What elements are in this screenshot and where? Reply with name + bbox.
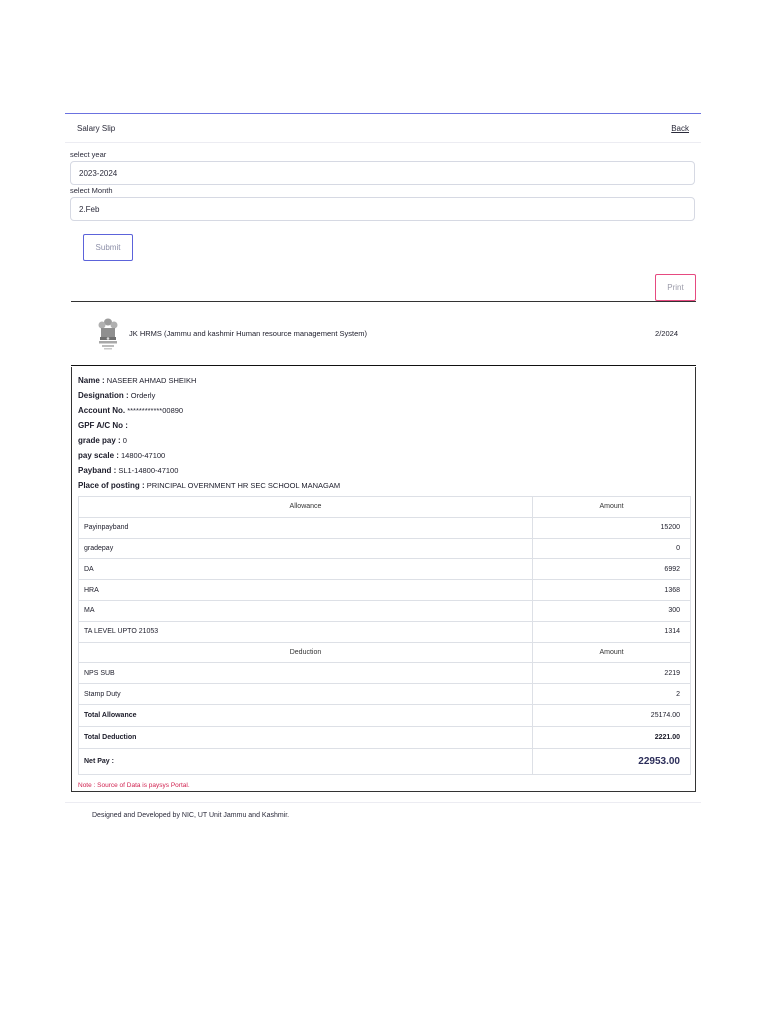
- card-header: [65, 113, 701, 143]
- slip-period: 2/2024: [655, 329, 678, 338]
- table-row: TA LEVEL UPTO 21053 1314: [79, 621, 691, 642]
- total-allowance-row: Total Allowance 25174.00: [79, 704, 691, 726]
- back-link[interactable]: Back: [671, 123, 689, 133]
- info-line: Place of posting : PRINCIPAL OVERNMENT HR SEC SCHOOL MANAGAM: [78, 481, 341, 490]
- slip-header: [71, 301, 696, 366]
- info-line: Payband : SL1-14800-47100: [78, 466, 179, 475]
- amount-header: Amount: [533, 642, 691, 663]
- deduction-header: Deduction: [79, 642, 533, 663]
- table-row: HRA 1368: [79, 580, 691, 601]
- total-deduction-row: Total Deduction 2221.00: [79, 726, 691, 748]
- slip-body: [71, 367, 696, 792]
- table-row: DA 6992: [79, 559, 691, 580]
- table-row: Stamp Duty 2: [79, 684, 691, 705]
- page-title: Salary Slip: [77, 123, 116, 133]
- net-pay-row: Net Pay : 22953.00: [79, 748, 691, 774]
- month-select[interactable]: 2.Feb: [70, 197, 695, 221]
- table-row: MA 300: [79, 600, 691, 621]
- pay-table: [78, 496, 691, 775]
- state-emblem-icon: [95, 317, 121, 351]
- info-line: Name : NASEER AHMAD SHEIKH: [78, 376, 197, 385]
- net-pay-value: 22953.00: [533, 748, 691, 774]
- footer-text: Designed and Developed by NIC, UT Unit Jammu and Kashmir.: [92, 812, 290, 819]
- year-label: select year: [70, 150, 107, 159]
- info-line: pay scale : 14800-47100: [78, 451, 166, 460]
- amount-header: Amount: [533, 497, 691, 518]
- info-line: Designation : Orderly: [78, 391, 156, 400]
- table-header-row: [79, 497, 691, 518]
- employee-info: [78, 373, 689, 493]
- info-line: GPF A/C No :: [78, 421, 128, 430]
- table-row: gradepay 0: [79, 538, 691, 559]
- salary-slip: [71, 301, 696, 792]
- footer-divider: [65, 802, 701, 803]
- month-label: select Month: [70, 186, 113, 195]
- info-line: Account No. ************00890: [78, 406, 184, 415]
- year-select[interactable]: 2023-2024: [70, 161, 695, 185]
- table-row: NPS SUB 2219: [79, 663, 691, 684]
- table-header-row: [79, 642, 691, 663]
- submit-button[interactable]: Submit: [83, 234, 133, 261]
- table-row: Payinpayband 15200: [79, 517, 691, 538]
- data-source-note: Note : Source of Data is paysys Portal.: [78, 781, 190, 789]
- print-button[interactable]: Print: [655, 274, 696, 301]
- allowance-header: Allowance: [79, 497, 533, 518]
- info-line: grade pay : 0: [78, 436, 127, 445]
- slip-org-title: JK HRMS (Jammu and kashmir Human resource management System): [129, 329, 367, 338]
